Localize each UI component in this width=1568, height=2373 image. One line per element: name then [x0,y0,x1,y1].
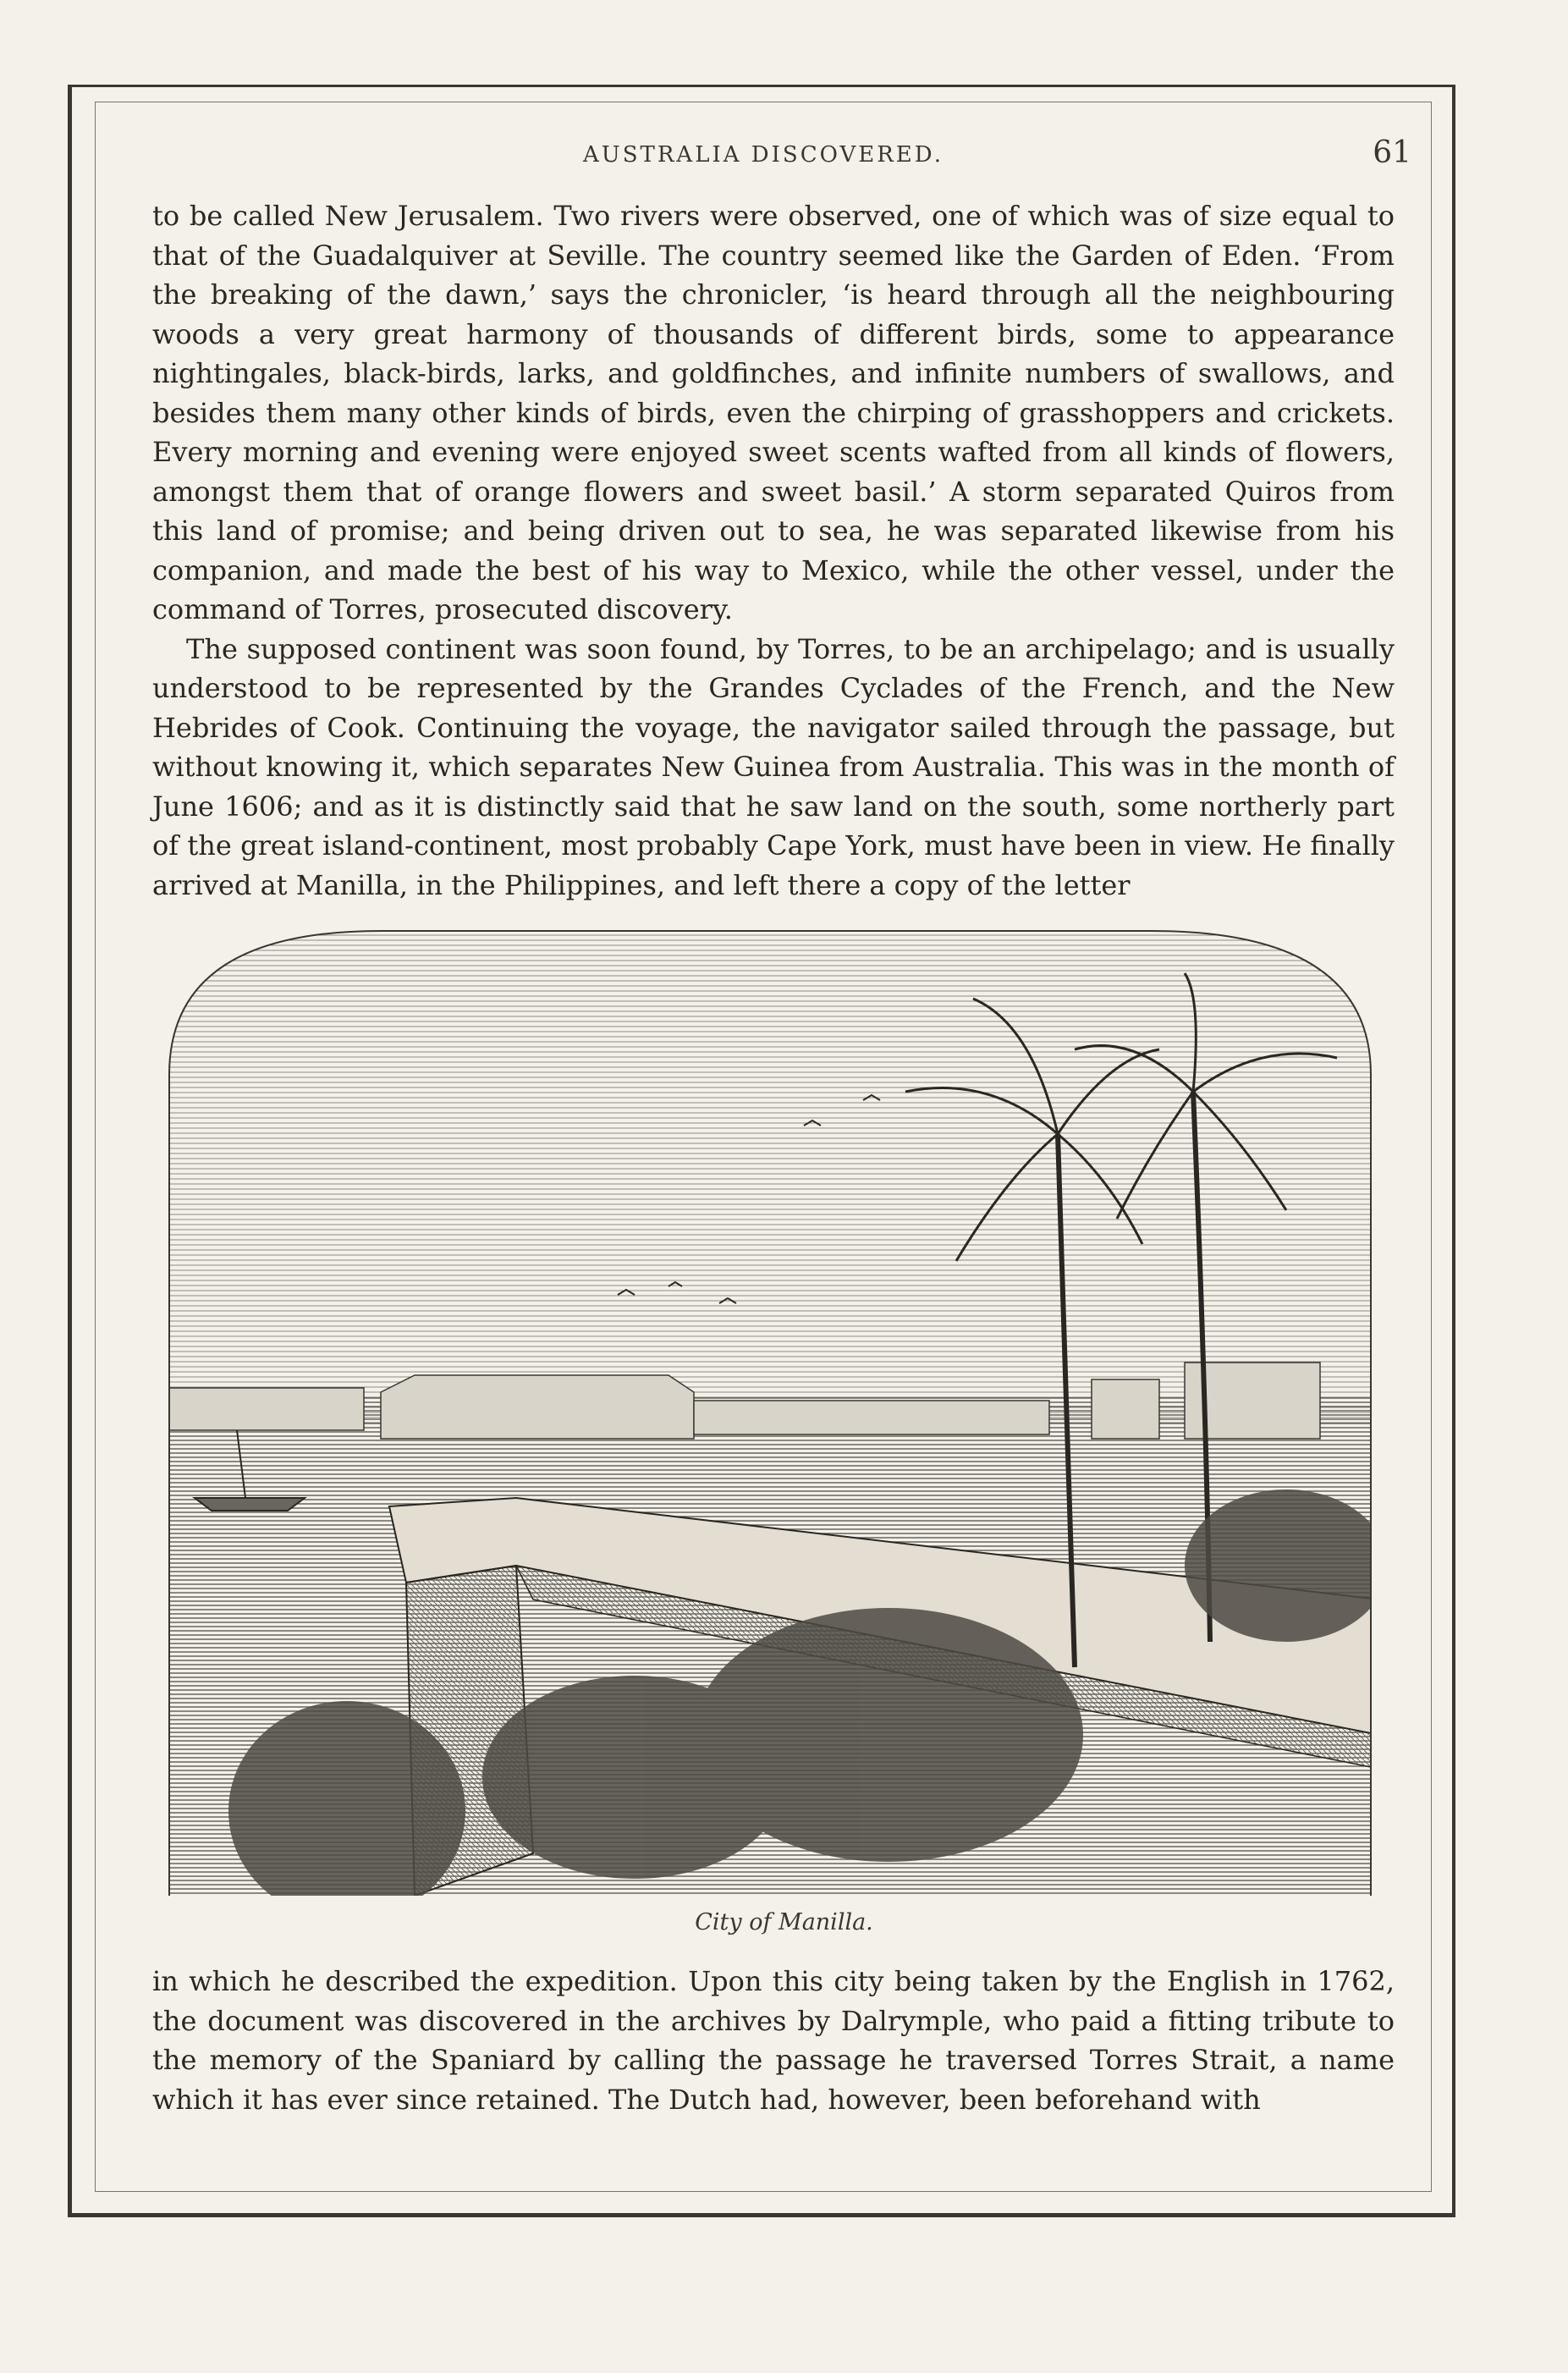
engraving-image [161,922,1379,1896]
illustration-caption: City of Manilla. [695,1909,873,1935]
paragraph: in which he described the expedition. Upon this city being taken by the English in 1762, the document was discovered in the archives by Dalrymple, who paid a fitting tribute to the memory of the Spaniard by calling the passage he traversed Torres Strait, a name which it has ever since retained. The Dutch had, however, been beforehand with [152,1965,1395,2116]
running-head-title: AUSTRALIA DISCOVERED. [583,142,944,168]
paragraph: The supposed continent was soon found, by Torres, to be an archipelago; and is usually understood to be represented by the Grandes Cyclades of the French, and the New Hebrides of Cook. Continuing the voyage, the navigator sailed through the passage, but without knowing it, which separates New Guinea from Australia. This was in the month of June 1606; and as it is distinctly said that he saw land on the south, some northerly part of the great island-continent, most probably Cape York, must have been in view. He finally arrived at Manilla, in the Philippines, and left there a copy of the letter [152,632,1395,901]
paragraph: to be called New Jerusalem. Two rivers were observed, one of which was of size equal to that of the Guadalquiver at Seville. The country seemed like the Garden of Eden. ‘From the breaking of the dawn,’ says the chronicler, ‘is heard through all the neighbouring woods a very great harmony of thousands of different birds, some to appearance nightingales, black-birds, larks, and goldfinches, and infinite numbers of swallows, and besides them many other kinds of birds, even the chirping of grasshoppers and crickets. Every morning and evening were enjoyed sweet scents wafted from all kinds of flowers, amongst them that of orange flowers and sweet basil.’ A storm separated Quiros from this land of promise; and being driven out to sea, he was separated likewise from his companion, and made the best of his way to Mexico, while the other vessel, under the command of Torres, prosecuted discovery. [152,200,1395,625]
engraving-city-of-manilla [161,922,1379,1896]
running-head [95,135,1432,178]
page-number: 61 [1373,135,1411,170]
text-block-bottom [152,1962,1395,2122]
text-block-top [152,196,1395,907]
